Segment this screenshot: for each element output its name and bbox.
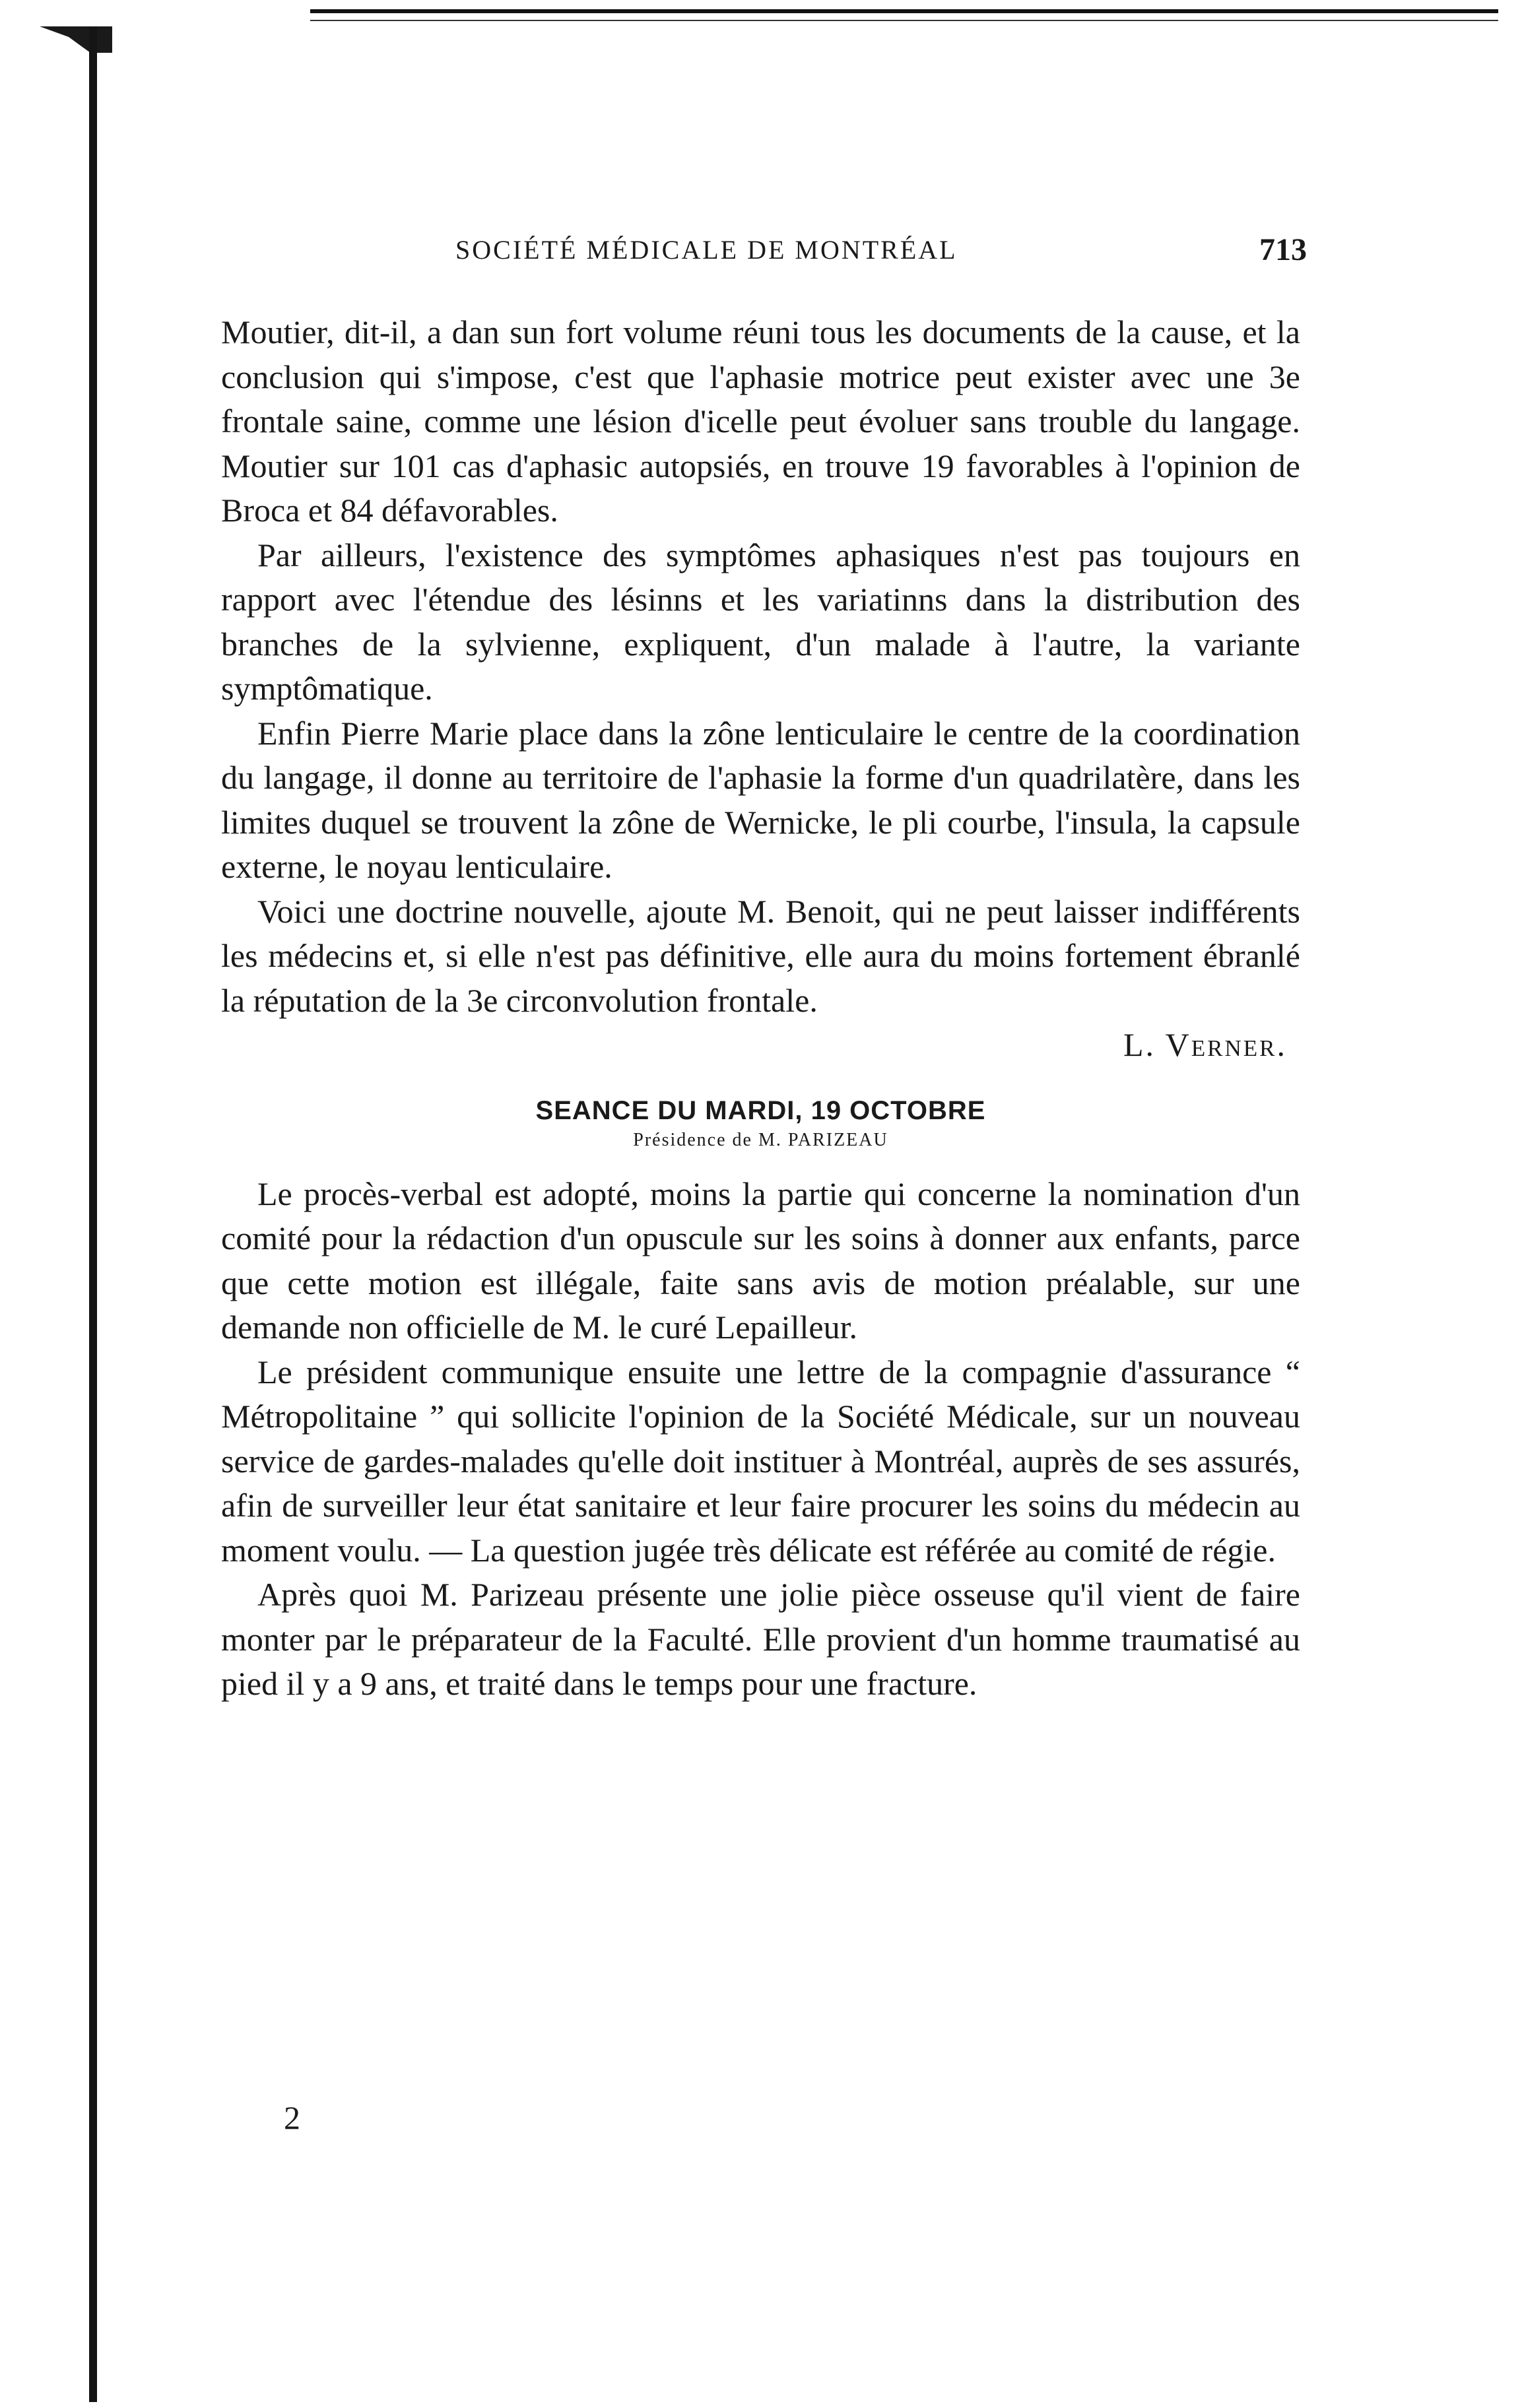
paragraph-4: Voici une doctrine nouvelle, ajoute M. Benoit, qui ne peut laisser indifférents les médecins et, si elle n'est pas définitive, elle aura du moins fortement ébranlé la réputation de la 3e circonvolution frontale.: [221, 892, 1300, 1019]
paragraph-3: Enfin Pierre Marie place dans la zône lenticulaire le centre de la coordination du langage, il donne au territoire de l'aphasie la forme d'un quadrilatère, dans les limites duquel se trouvent la zône de Wernicke, le pli courbe, l'insula, la capsule externe, le noyau lenticulaire.: [221, 714, 1300, 885]
binding-shadow: [40, 26, 112, 53]
presidency-line: Présidence de M. PARIZEAU: [633, 1129, 888, 1150]
paragraph-2: Par ailleurs, l'existence des symptômes aphasiques n'est pas toujours en rapport avec l'étendue des lésinns et les variatinns dans la distribution des branches de la sylvienne, expliquent, d'un malade à l'autre, la variante symptômatique.: [221, 536, 1300, 707]
section-heading: SEANCE DU MARDI, 19 OCTOBRE: [535, 1095, 986, 1125]
page-header: [455, 234, 1307, 274]
running-head: SOCIÉTÉ MÉDICALE DE MONTRÉAL: [455, 235, 958, 265]
section-paragraph-3: Après quoi M. Parizeau présente une jolie pièce osseuse qu'il vient de faire monter par le préparateur de la Faculté. Elle provient d'un homme traumatisé au pied il y a 9 ans, et traité dans le temps pour une fracture.: [221, 1576, 1300, 1702]
binding-edge: [89, 26, 97, 2402]
page-number: 713: [1259, 232, 1307, 267]
signature-mark: 2: [284, 2099, 300, 2136]
section-paragraph-2: Le président communique ensuite une lettre de la compagnie d'assurance “ Métropolitaine ” qui sollicite l'opinion de la Société Médicale, sur un nouveau service de gardes-malades qu'elle doit instituer à Montréal, auprès de ses assurés, afin de surveiller leur état sanitaire et leur faire procurer les soins du médecin au moment voulu. — La question jugée très délicate est référée au comité de régie.: [221, 1353, 1300, 1569]
section-paragraph-1: Le procès-verbal est adopté, moins la partie qui concerne la nomination d'un comité pour la rédaction d'un opuscule sur les soins à donner aux enfants, parce que cette motion est illégale, faite sans avis de motion préalable, sur une demande non officielle de M. le curé Lepailleur.: [221, 1175, 1300, 1346]
top-rule-thin: [310, 20, 1498, 21]
body-text: [221, 310, 1300, 1707]
author-signature: L. Verner.: [1123, 1026, 1287, 1063]
paragraph-1: Moutier, dit-il, a dan sun fort volume réuni tous les documents de la cause, et la conclusion qui s'impose, c'est que l'aphasie motrice peut exister avec une 3e frontale saine, comme une lésion d'icelle peut évoluer sans trouble du langage. Moutier sur 101 cas d'aphasic autopsiés, en trouve 19 favorables à l'opinion de Broca et 84 défavorables.: [221, 313, 1300, 529]
top-rule: [310, 9, 1498, 13]
